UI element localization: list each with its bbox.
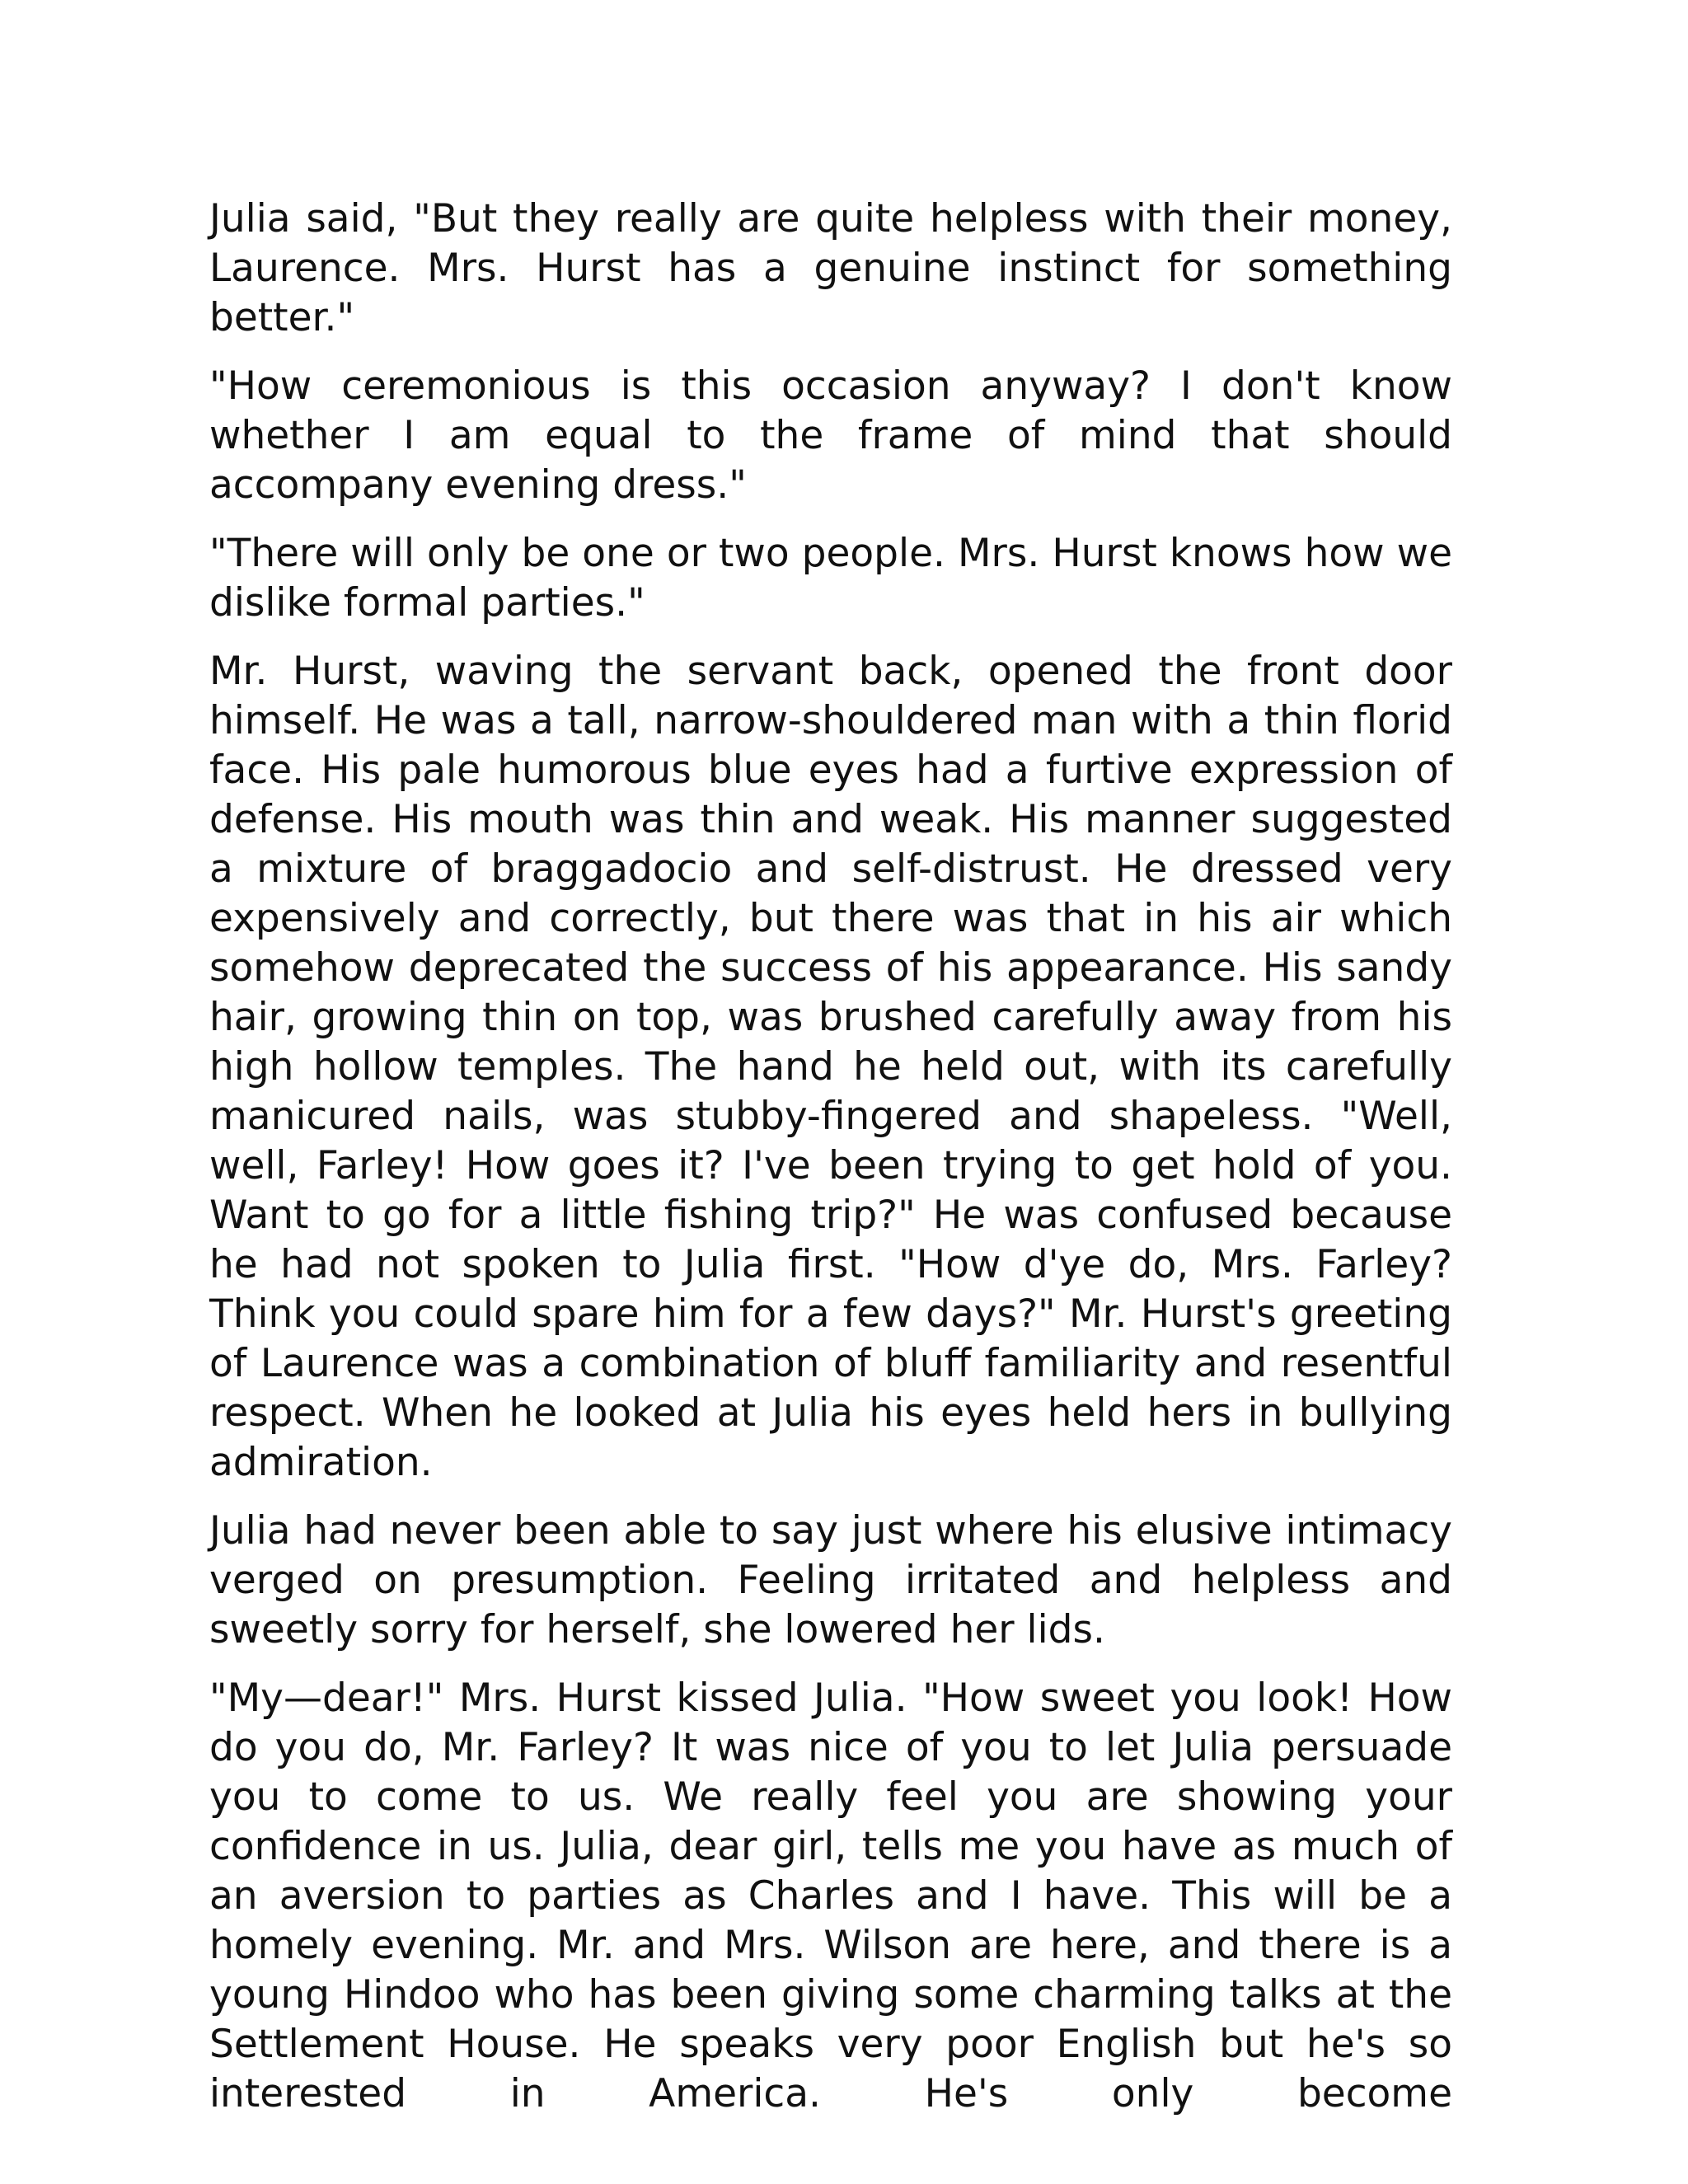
- paragraph-mr-hurst-description: Mr. Hurst, waving the servant back, opened the front door himself. He was a tall, narrow-shouldered man with a thin florid face. His pale humorous blue eyes had a furtive expression of defense. His mouth was thin and weak. His manner suggested a mixture of braggadocio and self-distrust. He dressed very expensively and correctly, but there was that in his air which somehow deprecated the success of his appearance. His sandy hair, growing thin on top, was brushed carefully away from his high hollow temples. The hand he held out, with its carefully manicured nails, was stubby-fingered and shapeless. "Well, well, Farley! How goes it? I've been trying to get hold of you. Want to go for a little fishing trip?" He was confused because he had not spoken to Julia first. "How d'ye do, Mrs. Farley? Think you could spare him for a few days?" Mr. Hurst's greeting of Laurence was a combination of bluff familiarity and resentful respect. When he looked at Julia his eyes held hers in bullying admiration.: [209, 649, 1452, 1485]
- paragraph-julia-said: Julia said, "But they really are quite helpless with their money, Laurence. Mrs. Hurst has a genuine instinct for something better.": [209, 196, 1452, 340]
- body-text: [209, 194, 1452, 2119]
- paragraph-mrs-hurst-greeting: "My—dear!" Mrs. Hurst kissed Julia. "How sweet you look! How do you do, Mr. Farley? It was nice of you to let Julia persuade you to come to us. We really feel you are showing your confidence in us. Julia, dear girl, tells me you have as much of an aversion to parties as Charles and I have. This will be a homely evening. Mr. and Mrs. Wilson are here, and there is a young Hindoo who has been giving some charming talks at the Settlement House. He speaks very poor English but he's so interested in America. He's only become: [209, 1675, 1452, 2116]
- paragraph-how-ceremonious: "How ceremonious is this occasion anyway? I don't know whether I am equal to the frame of mind that should accompany evening dress.": [209, 363, 1452, 508]
- paragraph-one-or-two-people: "There will only be one or two people. Mrs. Hurst knows how we dislike formal parties.": [209, 531, 1452, 626]
- paragraph-julia-intimacy: Julia had never been able to say just where his elusive intimacy verged on presumption. Feeling irritated and helpless and sweetly sorry for herself, she lowered her lids.: [209, 1508, 1452, 1652]
